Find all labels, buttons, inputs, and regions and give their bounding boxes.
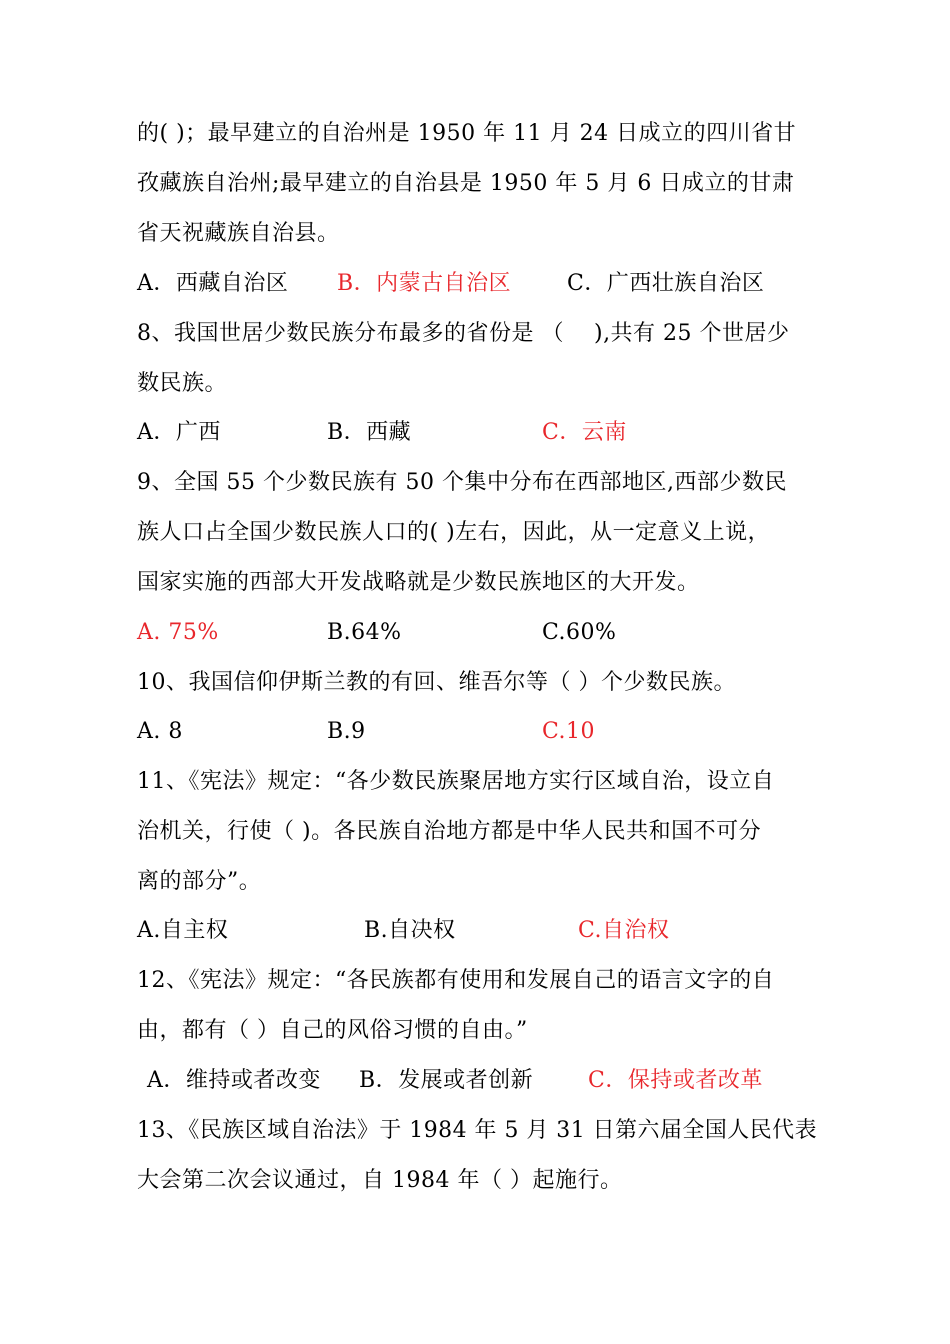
q9-options [137,615,817,651]
q11-options [137,913,817,949]
q11-text-line-3: 离的部分”。 [137,869,262,894]
q9-option-c: C.60% [542,620,617,645]
q9-text-line-1: 9、全国 55 个少数民族有 50 个集中分布在西部地区,西部少数民 [137,470,787,495]
q9-option-b: B.64% [327,620,402,645]
q7-option-b-answer: B．内蒙古自治区 [337,271,512,296]
q7-option-c: C．广西壮族自治区 [567,271,765,296]
q8-options [137,415,817,451]
q7-text-line-3: 省天祝藏族自治县。 [137,221,340,246]
q10-option-c-answer: C.10 [542,719,596,744]
q12-option-b: B．发展或者创新 [359,1068,534,1093]
q12-text-line-2: 由，都有（ ）自己的风俗习惯的自由。” [137,1018,528,1043]
q12-options [137,1063,817,1099]
q12-option-a: A．维持或者改变 [147,1068,321,1093]
q7-option-a: A．西藏自治区 [137,271,289,296]
q10-option-b: B.9 [327,719,366,744]
q9-option-a-answer: A. 75% [137,620,219,645]
q7-text-line-2: 孜藏族自治州;最早建立的自治县是 1950 年 5 月 6 日成立的甘肃 [137,171,795,196]
q11-option-b: B.自决权 [364,918,456,943]
q8-option-c-answer: C．云南 [542,420,627,445]
q11-option-c-answer: C.自治权 [578,918,670,943]
q8-text-line-1: 8、我国世居少数民族分布最多的省份是 （ ),共有 25 个世居少 [137,321,790,346]
q12-option-c-answer: C．保持或者改革 [588,1068,763,1093]
q10-option-a: A. 8 [137,719,183,744]
q10-options [137,714,817,750]
q7-options [137,266,817,302]
q11-option-a: A.自主权 [137,918,229,943]
q9-text-line-3: 国家实施的西部大开发战略就是少数民族地区的大开发。 [137,570,700,595]
q9-text-line-2: 族人口占全国少数民族人口的( )左右，因此，从一定意义上说， [137,520,771,545]
q12-text-line-1: 12、《宪法》规定：“各民族都有使用和发展自己的语言文字的自 [137,968,775,993]
q8-option-b: B．西藏 [327,420,412,445]
q13-text-line-2: 大会第二次会议通过，自 1984 年（ ）起施行。 [137,1168,623,1193]
q13-text-line-1: 13、《民族区域自治法》于 1984 年 5 月 31 日第六届全国人民代表 [137,1118,818,1143]
q11-text-line-1: 11、《宪法》规定：“各少数民族聚居地方实行区域自治，设立自 [137,769,775,794]
q8-option-a: A．广西 [137,420,221,445]
q11-text-line-2: 治机关，行使（ )。各民族自治地方都是中华人民共和国不可分 [137,819,762,844]
q8-text-line-2: 数民族。 [137,371,228,396]
q10-text-line-1: 10、我国信仰伊斯兰教的有回、维吾尔等（ ）个少数民族。 [137,670,736,695]
q7-text-line-1: 的( )；最早建立的自治州是 1950 年 11 月 24 日成立的四川省甘 [137,121,797,146]
